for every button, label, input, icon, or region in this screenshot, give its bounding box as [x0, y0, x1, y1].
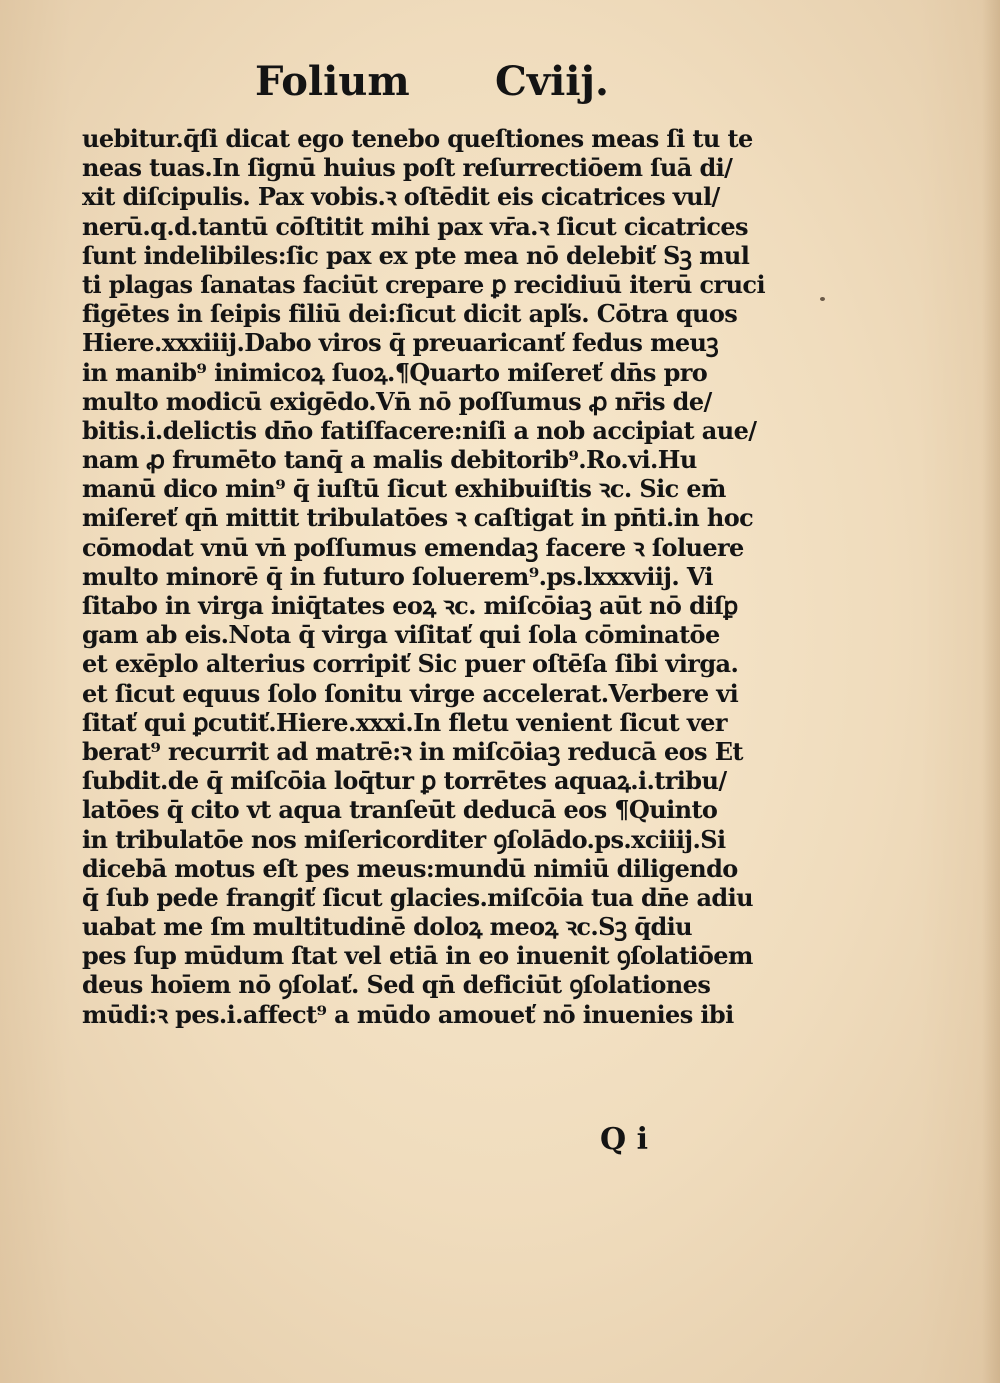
folio-label: Folium: [255, 58, 410, 105]
text-line: berat⁹ recurrit ad matrē:ꝛ in miſcōiaꝫ reducā eos Et: [82, 736, 743, 766]
folio-number: Cviij.: [495, 58, 609, 105]
signature-mark: Q i: [600, 1122, 648, 1157]
text-line: multo minorē q̄ in futuro ſoluerem⁹.ps.lxxxviij. Vi: [82, 561, 713, 591]
ink-speck: [820, 297, 825, 301]
text-line: nerū.q.d.tantū cōſtitit mihi pax vr̄a.ꝛ ſicut cicatrices: [82, 211, 748, 241]
text-line: dicebā motus eſt pes meus:mundū nimiū diligendo: [82, 853, 738, 883]
text-line: gam ab eis.Nota q̄ virga viſitať qui ſola cōminatōe: [82, 620, 720, 650]
text-line: bitis.i.delictis dn̄o fatiſfacere:niſi a nob accipiat aue/: [82, 415, 757, 445]
folio-header: [255, 52, 655, 112]
text-line: ſitať qui ꝑcutiť.Hiere.xxxi.In fletu venient ſicut ver: [82, 707, 727, 737]
text-line: ſitabo in virga iniq̄tates eoꝝ ꝛc. miſcōiaꝫ aūt nō diſꝑ: [82, 591, 738, 620]
page-edge-shadow: [982, 0, 1000, 1383]
text-line: miſereť qn̄ mittit tribulatōes ꝛ caſtigat in pn̄ti.in hoc: [82, 503, 754, 533]
text-line: neas tuas.In ſignū huius poſt reſurrectiōem ſuā di/: [82, 153, 733, 183]
body-text: [82, 124, 772, 1029]
text-line: manū dico min⁹ q̄ iuſtū ſicut exhibuiſtis ꝛc. Sic em̄: [82, 474, 726, 504]
text-line: q̄ ſub pede frangiť ſicut glacies.miſcōia tua dn̄e adiu: [82, 882, 753, 912]
text-line: deus hoīem nō ꝯſolať. Sed qn̄ deficiūt ꝯſolationes: [82, 970, 711, 1000]
text-line: multo modicū exigēdo.Vn̄ nō poſſumus ꝓ nr̄is de/: [82, 386, 712, 416]
text-line: et ſicut equus ſolo ſonitu virge accelerat.Verbere vi: [82, 678, 739, 708]
text-line: ſubdit.de q̄ miſcōia loq̄tur ꝑ torrētes aquaꝝ.i.tribu/: [82, 766, 727, 796]
text-line: ſunt indelibiles:ſic pax ex pte mea nō delebiť Sꝫ mul: [82, 240, 750, 270]
text-line: ti plagas ſanatas faciūt crepare ꝑ recidiuū iterū cruci: [82, 269, 765, 299]
text-line: mūdi:ꝛ pes.i.affect⁹ a mūdo amoueť nō inuenies ibi: [82, 999, 734, 1029]
text-line: nam ꝓ frumēto tanq̄ a malis debitorib⁹.Ro.vi.Hu: [82, 445, 697, 475]
text-line: uebitur.q̄ſi dicat ego tenebo queſtiones meas ſi tu te: [82, 124, 753, 153]
text-line: figētes in ſeipis filiū dei:ſicut dicit apľs. Cōtra quos: [82, 299, 738, 329]
text-line: Hiere.xxxiiij.Dabo viros q̄ preuaricanť fedus meuꝫ: [82, 328, 719, 358]
text-line: cōmodat vnū vn̄ poſſumus emendaꝫ facere ꝛ ſoluere: [82, 532, 744, 562]
text-line: uabat me ſm multitudinē doloꝝ meoꝝ ꝛc.Sꝫ q̄diu: [82, 912, 693, 942]
text-line: xit diſcipulis. Pax vobis.ꝛ oſtēdit eis cicatrices vul/: [82, 182, 720, 212]
text-line: pes ſup mūdum ſtat vel etiā in eo inuenit ꝯſolatiōem: [82, 941, 753, 971]
text-line: in tribulatōe nos miſericorditer ꝯſolādo.ps.xciiij.Si: [82, 824, 726, 854]
text-line: et exēplo alterius corripiť Sic puer oſtēſa ſibi virga.: [82, 649, 739, 679]
text-line: in manib⁹ inimicoꝝ ſuoꝝ.¶Quarto miſereť dn̄s pro: [82, 357, 708, 387]
text-line: latōes q̄ cito vt aqua tranſeūt deducā eos ¶Quinto: [82, 795, 718, 825]
